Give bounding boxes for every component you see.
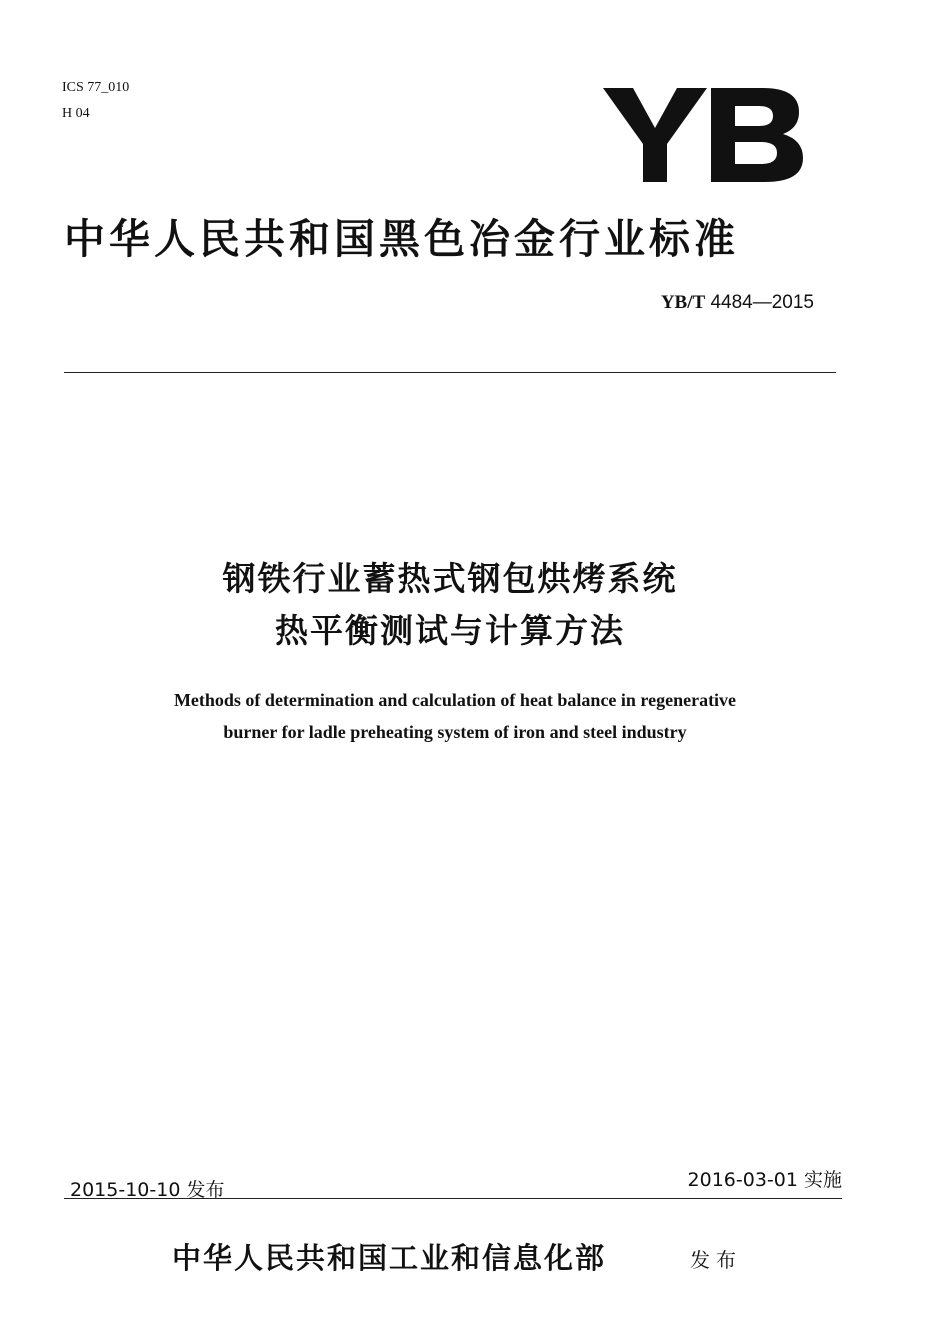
issue-date: 2015-10-10 发布 [70, 1179, 225, 1201]
publisher: 中华人民共和国工业和信息化部 [172, 1241, 607, 1275]
standard-number [661, 291, 814, 315]
yb-logo [603, 86, 803, 184]
standard-prefix: YB/T [660, 292, 706, 313]
standard-code: 4484—2015 [710, 292, 814, 313]
org-title: 中华人民共和国黑色冶金行业标准 [64, 215, 739, 263]
logo-letter-y [603, 88, 707, 182]
ics-code: ICS 77_010 [62, 80, 130, 95]
logo-letter-b [711, 88, 803, 182]
en-title-line1: Methods of determination and calculation of heat balance in regenerative [173, 690, 737, 710]
implementation-date: 2016-03-01 实施 [687, 1169, 842, 1191]
ccs-code: H 04 [62, 106, 90, 121]
en-title-line2: burner for ladle preheating system of iron and steel industry [223, 722, 687, 742]
publish-label: 发布 [690, 1248, 742, 1272]
cn-title-line2: 热平衡测试与计算方法 [275, 611, 625, 650]
header-divider [64, 372, 836, 373]
cn-title-line1: 钢铁行业蓄热式钢包烘烤系统 [222, 559, 678, 598]
footer-divider [64, 1198, 842, 1199]
